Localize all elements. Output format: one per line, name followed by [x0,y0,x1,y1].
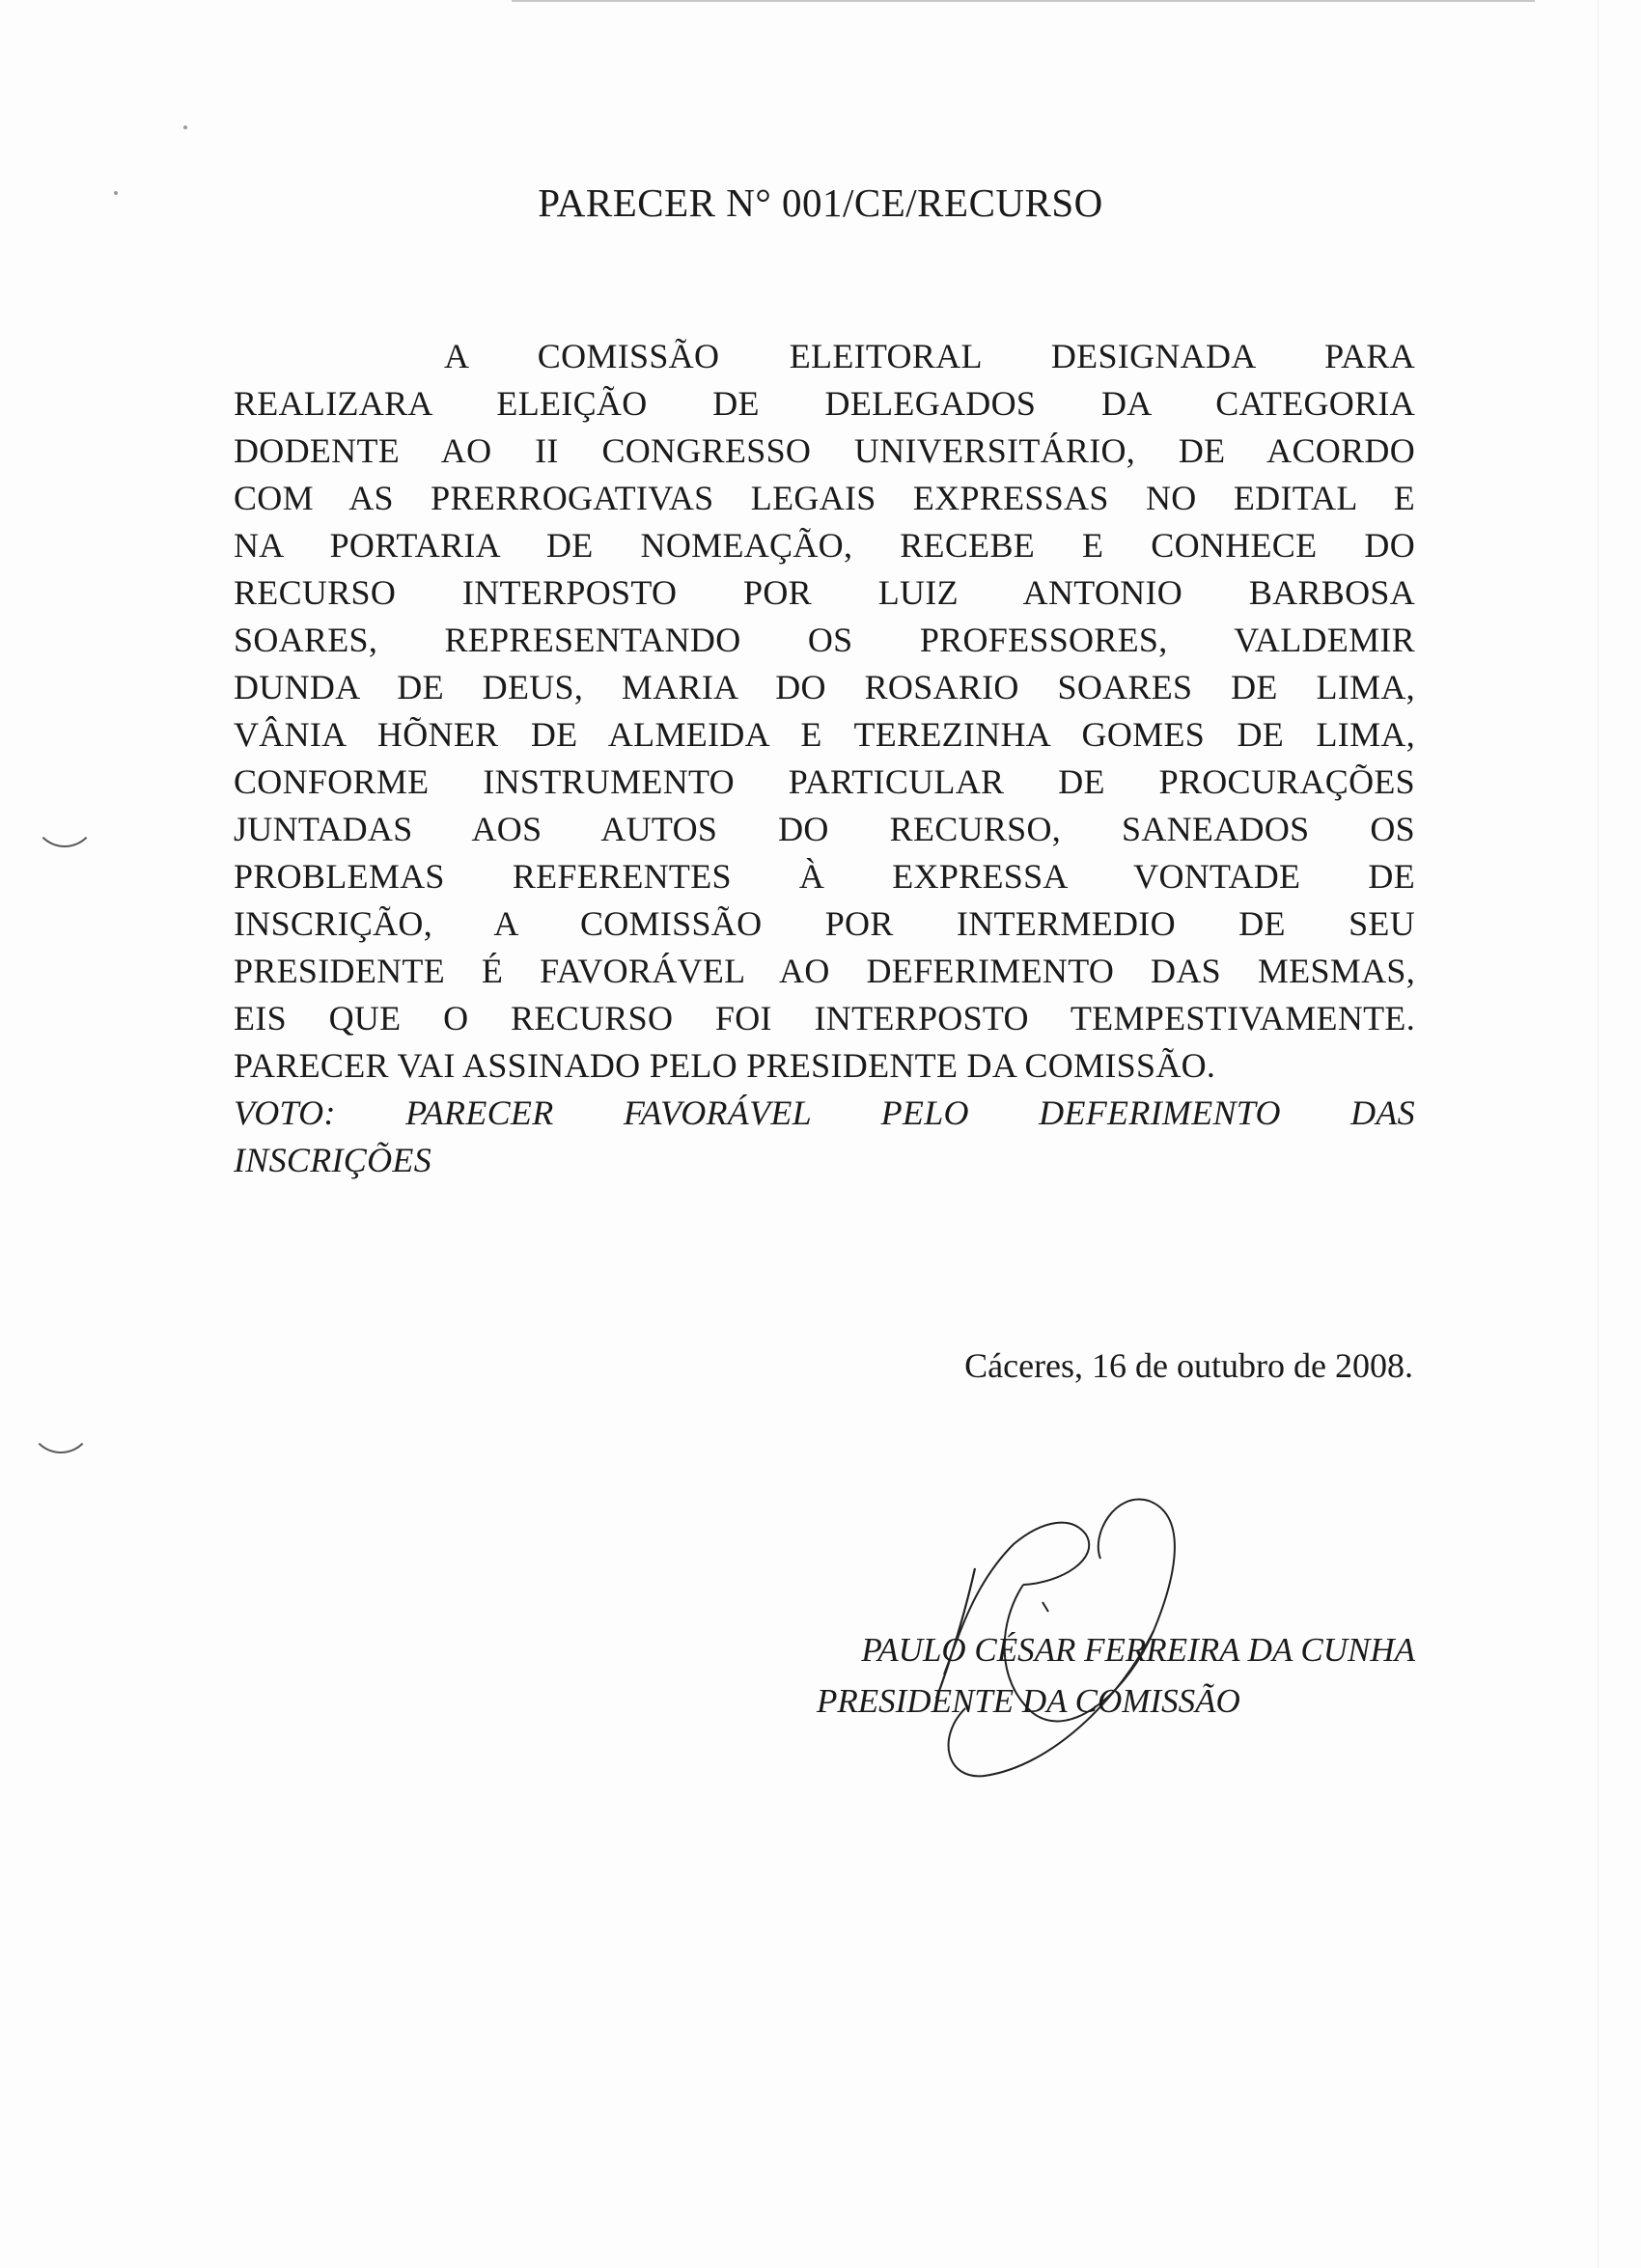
document-body [234,333,1415,1184]
document-title: PARECER N° 001/CE/RECURSO [538,180,1103,225]
body-line: REALIZARA ELEIÇÃO DE DELEGADOS DA CATEGORIA [234,384,1415,423]
body-line: PRESIDENTE É FAVORÁVEL AO DEFERIMENTO DAS MESMAS, [234,952,1415,990]
scan-right-edge [1598,0,1599,2268]
body-line: SOARES, REPRESENTANDO OS PROFESSORES, VALDEMIR [234,621,1415,659]
body-line: EIS QUE O RECURSO FOI INTERPOSTO TEMPESTIVAMENTE. [234,999,1415,1037]
body-line: PROBLEMAS REFERENTES À EXPRESSA VONTADE DE [234,857,1415,896]
vote-line: INSCRIÇÕES [234,1141,431,1179]
body-line: A COMISSÃO ELEITORAL DESIGNADA PARA [444,337,1415,375]
body-line: VÂNIA HÕNER DE ALMEIDA E TEREZINHA GOMES DE LIMA, [234,715,1415,754]
body-line: COM AS PRERROGATIVAS LEGAIS EXPRESSAS NO EDITAL E [234,479,1415,517]
scan-speck [183,125,187,129]
punch-hole-mark [29,1390,93,1453]
scan-top-edge [512,0,1535,2]
signatory-name: PAULO CÉSAR FERREIRA DA CUNHA [861,1631,1415,1669]
vote-line: VOTO: PARECER FAVORÁVEL PELO DEFERIMENTO DAS [234,1093,1415,1132]
body-line: INSCRIÇÃO, A COMISSÃO POR INTERMEDIO DE SEU [234,904,1415,943]
signatory-role: PRESIDENTE DA COMISSÃO [817,1682,1240,1720]
body-line: NA PORTARIA DE NOMEAÇÃO, RECEBE E CONHECE DO [234,526,1415,565]
body-line: JUNTADAS AOS AUTOS DO RECURSO, SANEADOS OS [234,810,1415,848]
punch-hole-mark [33,784,97,847]
body-line: PARECER VAI ASSINADO PELO PRESIDENTE DA COMISSÃO. [234,1046,1216,1085]
body-line: DODENTE AO II CONGRESSO UNIVERSITÁRIO, DE ACORDO [234,431,1415,470]
body-line: DUNDA DE DEUS, MARIA DO ROSARIO SOARES DE LIMA, [234,668,1415,706]
body-line: CONFORME INSTRUMENTO PARTICULAR DE PROCURAÇÕES [234,762,1415,801]
body-line: RECURSO INTERPOSTO POR LUIZ ANTONIO BARBOSA [234,573,1415,612]
place-date: Cáceres, 16 de outubro de 2008. [964,1346,1413,1385]
